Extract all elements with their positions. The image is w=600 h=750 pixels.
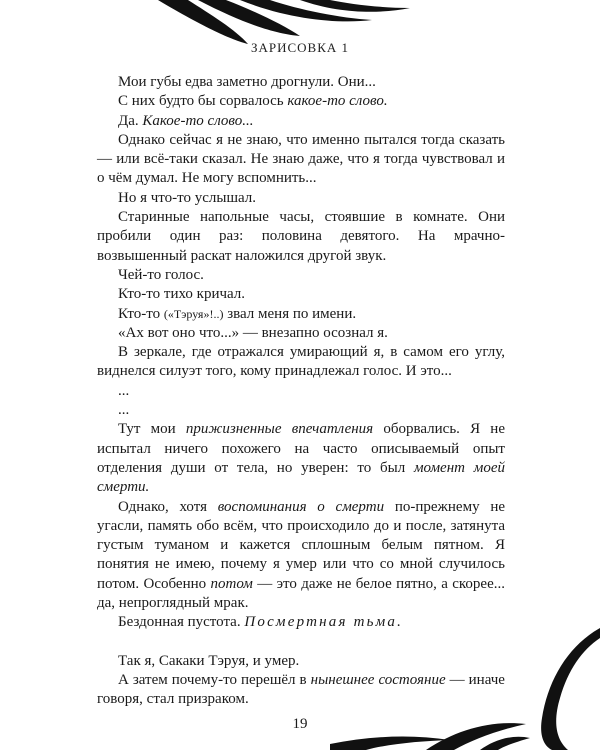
text-run: Кто-то bbox=[118, 305, 164, 322]
text-run: — иначе говоря, стал призраком. bbox=[97, 671, 505, 708]
text-run: Мои губы едва заметно дрогнули. Они... bbox=[118, 74, 376, 90]
body-text bbox=[97, 73, 505, 710]
paragraph bbox=[97, 382, 505, 401]
text-run: Тут мои bbox=[118, 421, 186, 438]
paragraph bbox=[97, 189, 505, 208]
text-run: Но я что-то услышал. bbox=[118, 189, 257, 206]
text-run: звал меня по имени. bbox=[223, 305, 357, 322]
italic-run: воспоминания о смерти bbox=[217, 498, 385, 515]
page-number: 19 bbox=[292, 716, 308, 732]
text-run: ... bbox=[118, 382, 130, 399]
paragraph bbox=[97, 420, 505, 497]
paragraph bbox=[97, 324, 505, 343]
spaced-italic-run: Посмертная тьма. bbox=[244, 614, 404, 631]
text-run: А затем почему-то перешёл в bbox=[118, 671, 311, 688]
paragraph bbox=[97, 343, 505, 382]
italic-run: момент моей смерти. bbox=[97, 459, 505, 496]
text-run: Да. bbox=[118, 112, 143, 129]
paragraph bbox=[97, 208, 505, 266]
paragraph bbox=[97, 131, 505, 189]
italic-run: прижизненные впечатления bbox=[185, 421, 374, 438]
text-run: — это даже не белое пятно, а скорее... да, непроглядный мрак. bbox=[97, 575, 506, 612]
paragraph bbox=[97, 401, 505, 420]
paragraph bbox=[97, 92, 505, 111]
italic-run: какое-то слово. bbox=[287, 93, 388, 110]
text-run: В зеркале, где отражался умирающий я, в самом его углу, виднелся силуэт того, кому принадлежал голос. И это... bbox=[97, 344, 505, 380]
paragraph bbox=[97, 112, 505, 131]
running-header: ЗАРИСОВКА 1 bbox=[250, 40, 350, 55]
paragraph bbox=[97, 305, 505, 324]
text-run: Так я, Сакаки Тэруя, и умер. bbox=[118, 652, 300, 669]
paragraph bbox=[97, 498, 505, 614]
text-run: по-прежнему не угасли, память обо всём, что происходило до и после, затянута густым туманом и кажется сплошным белым пятном. Я понятия не имею, почему я умер или что со мной случилось потом. Особенно bbox=[97, 498, 506, 592]
text-run: оборвались. Я не испытал ничего похожего на часто описываемый опыт отделения души от тела, но уверен: то был bbox=[97, 421, 505, 476]
text-run: ... bbox=[118, 402, 130, 419]
text-run: «Ах вот оно что...» — внезапно осознал я. bbox=[118, 324, 388, 341]
text-run: С них будто бы сорвалось bbox=[118, 93, 288, 110]
text-run: Однако сейчас я не знаю, что именно пытался тогда сказать — или всё-таки сказал. Не знаю даже, что я тогда чувствовал и о чём думал. Не могу вспомнить... bbox=[97, 131, 505, 187]
italic-run: потом bbox=[210, 575, 253, 592]
italic-run: нынешнее состояние bbox=[310, 671, 446, 688]
text-run: Кто-то тихо кричал. bbox=[118, 286, 246, 303]
text-run: Бездонная пустота. bbox=[118, 614, 245, 631]
italic-run: Какое-то слово... bbox=[142, 112, 254, 129]
text-run: Однако, хотя bbox=[118, 498, 218, 515]
paragraph bbox=[97, 266, 505, 285]
paragraph bbox=[97, 285, 505, 304]
small-run: («Тэруя»!..) bbox=[163, 306, 224, 321]
paragraph bbox=[97, 73, 505, 92]
text-run: Старинные напольные часы, стоявшие в комнате. Они пробили один раз: половина девятого. На мрачно-возвышенный раскат наложился другой звук. bbox=[97, 209, 505, 264]
text-run: Чей-то голос. bbox=[118, 266, 204, 283]
